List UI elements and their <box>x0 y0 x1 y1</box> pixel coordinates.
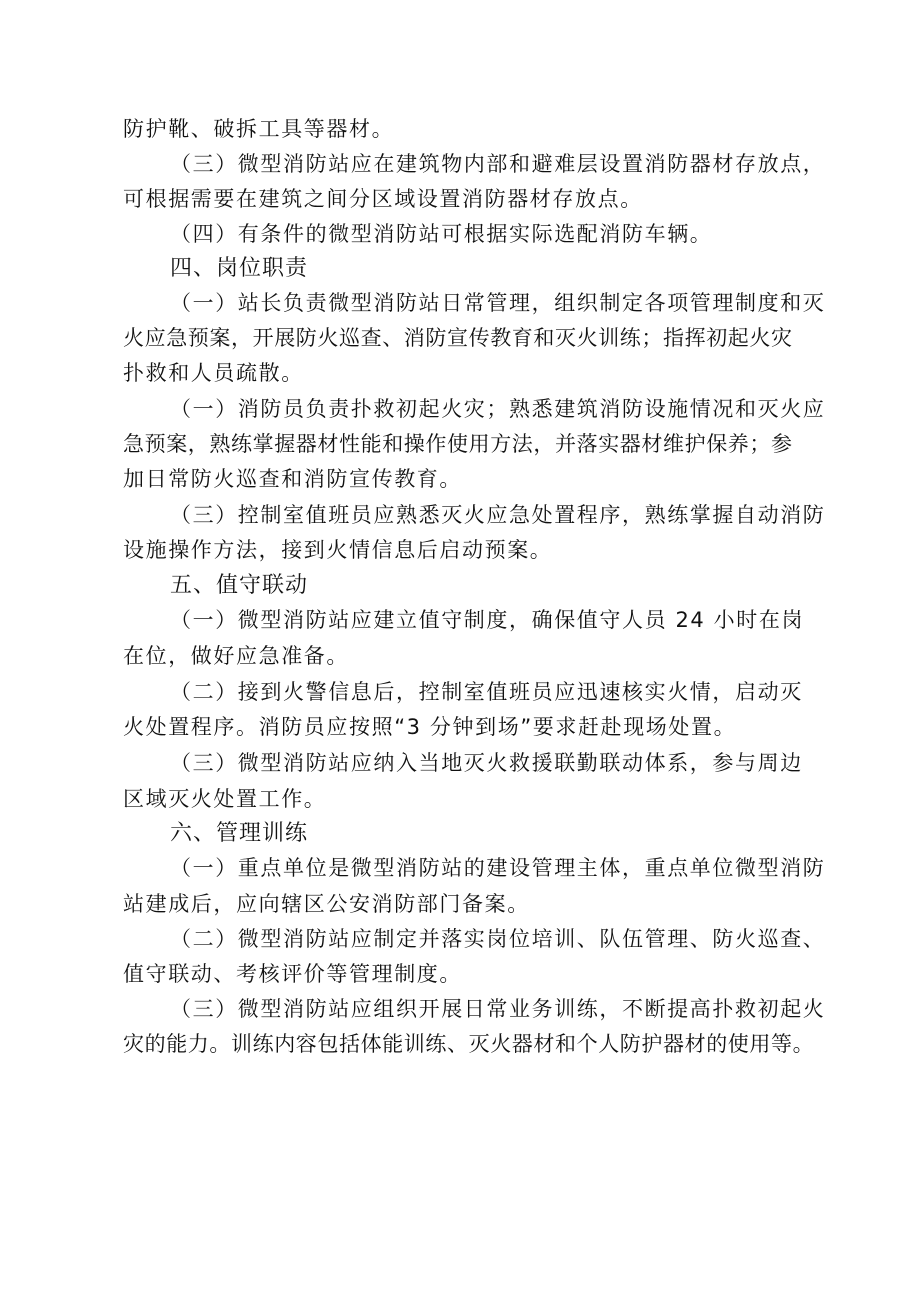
text-line: （二）接到火警信息后，控制室值班员应迅速核实火情，启动灭 <box>170 680 803 704</box>
text-line: 区域灭火处置工作。 <box>123 787 327 811</box>
section-heading: 五、值守联动 <box>170 573 309 598</box>
text-line: （四）有条件的微型消防站可根据实际选配消防车辆。 <box>170 222 713 246</box>
text-line: 火处置程序。消防员应按照“3 分钟到场”要求赶赴现场处置。 <box>123 715 737 739</box>
text-line: 灾的能力。训练内容包括体能训练、灭火器材和个人防护器材的使用等。 <box>123 1032 815 1056</box>
section-heading: 六、管理训练 <box>170 821 309 846</box>
text-line: 火应急预案，开展防火巡查、消防宣传教育和灭火训练；指挥初起火灾 <box>123 326 793 350</box>
text-line: 站建成后，应向辖区公安消防部门备案。 <box>123 892 530 916</box>
text-line: （一）站长负责微型消防站日常管理，组织制定各项管理制度和灭 <box>170 291 826 315</box>
text-line: （一）重点单位是微型消防站的建设管理主体，重点单位微型消防 <box>170 856 826 880</box>
text-line: 值守联动、考核评价等管理制度。 <box>123 962 462 986</box>
text-line: 设施操作方法，接到火情信息后启动预案。 <box>123 538 553 562</box>
text-line: 扑救和人员疏散。 <box>123 361 304 385</box>
text-line: （一）微型消防站应建立值守制度，确保值守人员 24 小时在岗 <box>170 608 805 632</box>
text-line: （三）微型消防站应纳入当地灭火救援联勤联动体系，参与周边 <box>170 751 803 775</box>
section-heading: 四、岗位职责 <box>170 256 309 281</box>
text-line: 在位，做好应急准备。 <box>123 644 349 668</box>
text-line: 可根据需要在建筑之间分区域设置消防器材存放点。 <box>123 187 643 211</box>
text-line: （三）控制室值班员应熟悉灭火应急处置程序，熟练掌握自动消防 <box>170 503 826 527</box>
text-line: （二）微型消防站应制定并落实岗位培训、队伍管理、防火巡查、 <box>170 927 826 951</box>
text-line: 急预案，熟练掌握器材性能和操作使用方法，并落实器材维护保养；参 <box>123 432 793 456</box>
text-line: （三）微型消防站应在建筑物内部和避难层设置消防器材存放点， <box>170 152 826 176</box>
text-line: （三）微型消防站应组织开展日常业务训练，不断提高扑救初起火 <box>170 997 826 1021</box>
text-line: 防护靴、破拆工具等器材。 <box>123 117 395 141</box>
text-line: 加日常防火巡查和消防宣传教育。 <box>123 467 462 491</box>
text-line: （一）消防员负责扑救初起火灾；熟悉建筑消防设施情况和灭火应 <box>170 397 826 421</box>
